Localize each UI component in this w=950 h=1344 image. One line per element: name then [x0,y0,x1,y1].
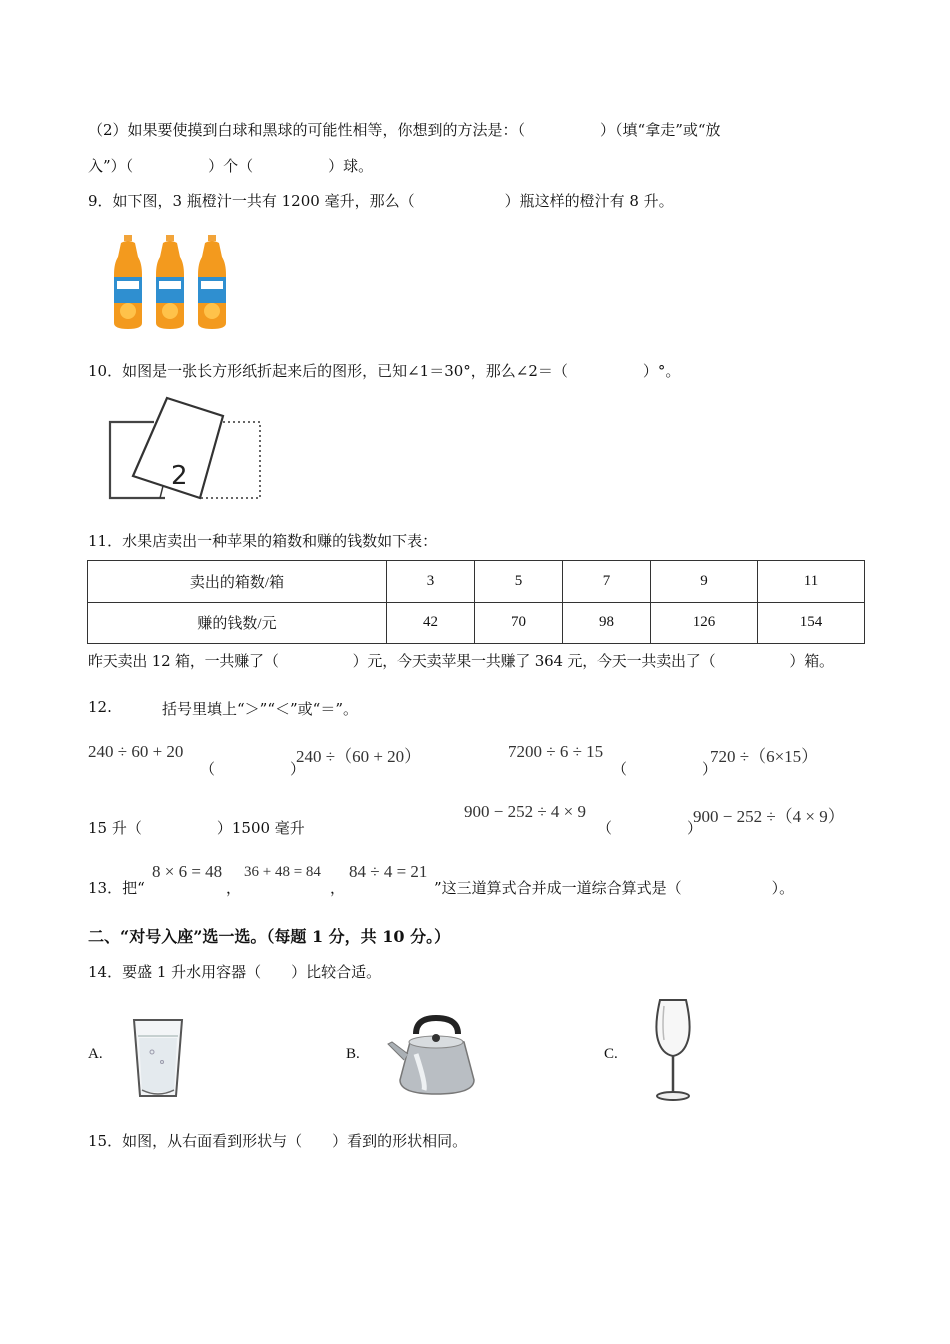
juice-bottle-icon [156,235,184,329]
q13-eq2: 36 + 48 = 84 [244,864,321,880]
q12-expr4-right: 900 − 252 ÷（4 × 9） [693,807,845,826]
q13-prefix: 13．把“ [88,879,145,897]
q13-suffix: ”这三道算式合并成一道综合算式是（ ）。 [434,879,795,897]
q13-comma: ， [330,879,346,897]
q12-text: 括号里填上“＞”“＜”或“＝”。 [162,700,359,718]
q11-text: 11．水果店卖出一种苹果的箱数和赚的钱数如下表： [88,532,438,550]
q12-expr2-left: 7200 ÷ 6 ÷ 15 [508,742,604,761]
q12-blank[interactable]: （ ） [612,760,718,778]
q12-expr1-right: 240 ÷（60 + 20） [296,747,422,766]
table-cell: 98 [563,602,651,644]
q11-followup: 昨天卖出 12 箱，一共赚了（ ）元，今天卖苹果一共赚了 364 元，今天一共卖出了（ ）箱。 [88,652,834,670]
q12-blank[interactable]: （ ） [200,760,306,778]
table-cell: 9 [651,561,758,603]
q9-text: 9．如下图，3 瓶橙汁一共有 1200 毫升，那么（ ）瓶这样的橙汁有 8 升。 [88,192,674,210]
table-cell: 11 [758,561,865,603]
table-cell: 7 [563,561,651,603]
juice-bottle-icon [114,235,142,329]
section2-title: 二、“对号入座”选一选。（每题 1 分，共 10 分。） [88,927,451,946]
option-c-label[interactable]: C. [604,1046,618,1062]
q10-text: 10．如图是一张长方形纸折起来后的图形，已知∠1＝30°，那么∠2＝（ ）°。 [88,362,681,380]
q12-expr2-right: 720 ÷（6×15） [710,747,819,766]
q12-expr3: 15 升（ ）1500 毫升 [88,819,305,837]
q12-expr4-left: 900 − 252 ÷ 4 × 9 [464,802,587,821]
table-cell: 3 [387,561,475,603]
q12-blank[interactable]: （ ） [597,819,703,837]
table-cell: 70 [475,602,563,644]
table-row-header: 赚的钱数/元 [88,602,387,644]
kettle-icon [386,1014,482,1096]
table-cell: 5 [475,561,563,603]
table-row-header: 卖出的箱数/箱 [88,561,387,603]
q8-part2-line1: （2）如果要使摸到白球和黑球的可能性相等，你想到的方法是：（ ）（填“拿走”或“放 [88,121,721,139]
table-row [88,602,865,644]
q14-text: 14．要盛 1 升水用容器（ ）比较合适。 [88,963,382,981]
folded-paper-figure [105,394,267,504]
q12-number: 12. [88,698,112,716]
q12-expr1-left: 240 ÷ 60 + 20 [88,742,184,761]
q8-part2-line2: 入”）（ ）个（ ）球。 [88,157,374,175]
orange-juice-bottles-image [108,235,232,331]
option-b-label[interactable]: B. [346,1046,360,1062]
angle-2-label: 2 [171,461,188,491]
juice-bottle-icon [198,235,226,329]
option-a-label[interactable]: A. [88,1046,103,1062]
q13-eq1: 8 × 6 = 48 [152,862,223,881]
q15-text: 15．如图，从右面看到形状与（ ）看到的形状相同。 [88,1132,468,1150]
water-glass-icon [130,1016,186,1100]
fruit-sales-table [87,560,865,644]
q13-comma: ， [226,879,242,897]
table-row [88,561,865,603]
wine-glass-icon [650,996,696,1104]
table-cell: 42 [387,602,475,644]
table-cell: 126 [651,602,758,644]
q13-eq3: 84 ÷ 4 = 21 [349,862,428,881]
table-cell: 154 [758,602,865,644]
